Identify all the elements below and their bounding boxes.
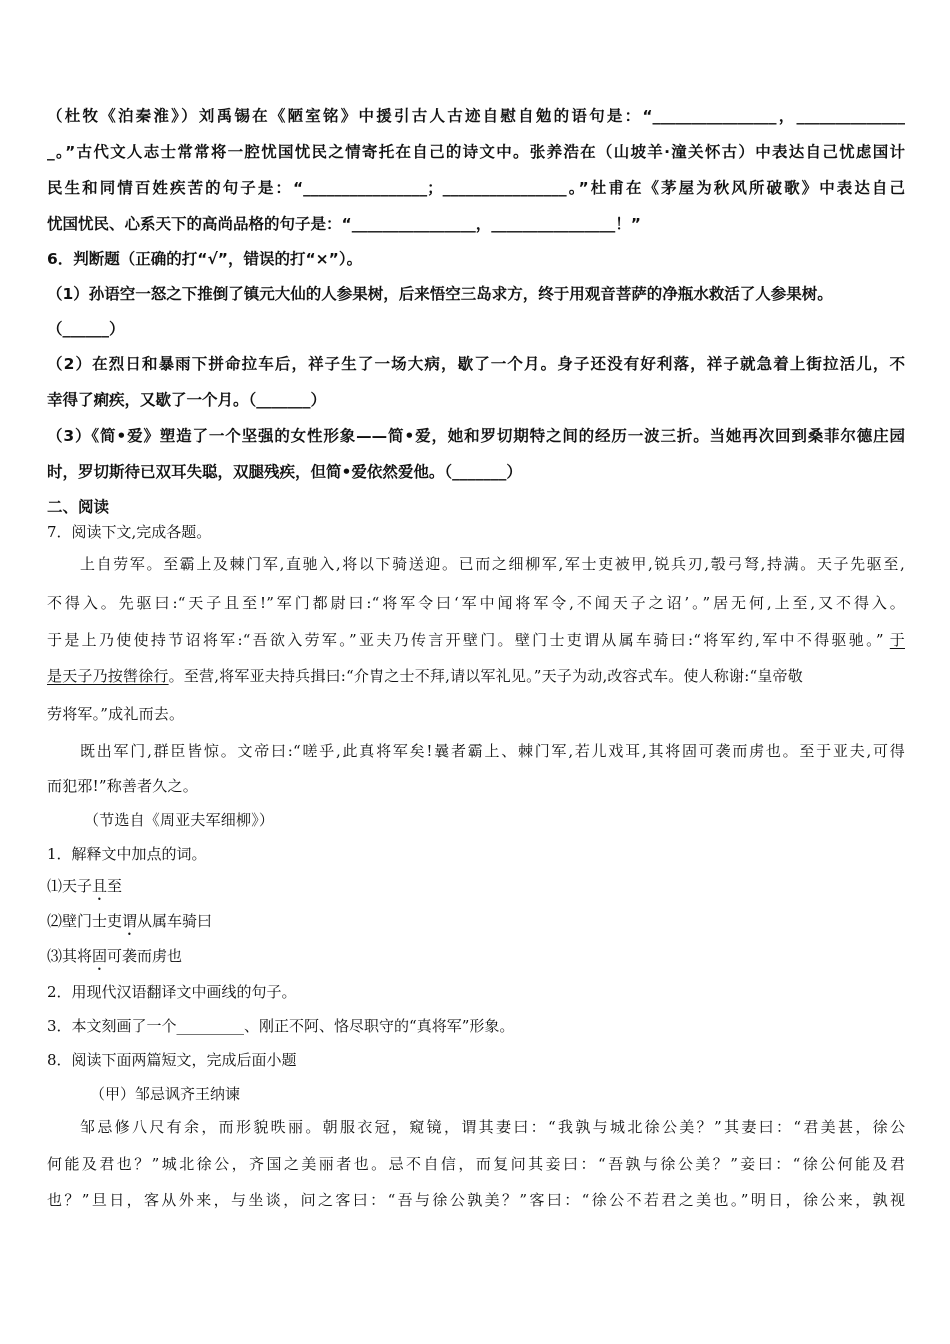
sub1-b-dotted-word: 谓 xyxy=(122,912,138,930)
q7-sub1-a xyxy=(47,874,122,904)
q7-sub2: 2．用现代汉语翻译文中画线的句子。 xyxy=(47,983,297,1001)
q7-sub3: 3．本文刻画了一个_________、刚正不阿、恪尽职守的“真将军”形象。 xyxy=(47,1017,515,1035)
q7-para1-line4-rest: 。至营,将军亚夫持兵揖曰:“介胄之士不拜,请以军礼见。”天子为动,改容式车。使人称谢:“皇帝敬 xyxy=(168,667,803,685)
sub1-a-post: 至 xyxy=(107,877,123,895)
q6-item2-line2: 幸得了痢疾，又歇了一个月。（_______） xyxy=(47,391,327,409)
sub1-a-dotted-word: 且 xyxy=(92,877,108,895)
q6-item2-line1: （2）在烈日和暴雨下拼命拉车后，祥子生了一场大病，歇了一个月。身子还没有好利落，祥子就急着上街拉活儿，不 xyxy=(47,355,905,373)
q7-para1-line3-text: 于是上乃使使持节诏将军:“吾欲入劳军。”亚夫乃传言开壁门。壁门士吏谓从属车骑曰:“将军约,军中不得驱驰。” xyxy=(47,631,884,649)
q7-sub1-b xyxy=(47,909,212,939)
sub1-b-post: 从属车骑曰 xyxy=(137,912,213,930)
q7-title: 7．阅读下文,完成各题。 xyxy=(47,523,212,541)
q8-subtitle: （甲）邹忌讽齐王纳谏 xyxy=(90,1085,241,1103)
sub1-a-pre: ⑴天子 xyxy=(47,877,93,895)
sub1-c-post: 可袭而虏也 xyxy=(107,947,183,965)
q6-item3-line1: （3）《简•爱》塑造了一个坚强的女性形象——简•爱，她和罗切期特之间的经历一波三折。当她再次回到桑菲尔德庄园 xyxy=(47,427,905,445)
q5-line-4: 忧国忧民、心系天下的高尚品格的句子是：“________________，________________！” xyxy=(47,215,641,233)
q5-line-1: （杜牧《泊秦淮》）刘禹锡在《陋室铭》中援引古人古迹自慰自勉的语句是：“________________，______________ xyxy=(47,107,905,125)
q6-item3-line2: 时，罗切斯待已双耳失聪，双腿残疾，但简•爱依然爱他。（_______） xyxy=(47,463,522,481)
q8-para-line3: 也？”旦日，客从外来，与坐谈，问之客曰：“吾与徐公孰美？”客曰：“徐公不若君之美也。”明日，徐公来，孰视 xyxy=(47,1191,905,1209)
q8-title: 8．阅读下面两篇短文，完成后面小题 xyxy=(47,1051,297,1069)
q6-item1-line1: （1）孙语空一怒之下推倒了镇元大仙的人参果树，后来悟空三岛求方，终于用观音菩萨的净瓶水救活了人参果树。 xyxy=(47,285,833,303)
q7-source: （节选自《周亚夫军细柳》） xyxy=(84,811,275,829)
q8-para-line1: 邹忌修八尺有余，而形貌昳丽。朝服衣冠，窥镜，谓其妻曰：“我孰与城北徐公美？”其妻曰：“君美甚，徐公 xyxy=(80,1118,905,1136)
sub1-c-pre: ⑶其将 xyxy=(47,947,93,965)
q6-title: 6．判断题（正确的打“√”，错误的打“×”）。 xyxy=(47,250,363,268)
q7-para1-line5: 劳将军。”成礼而去。 xyxy=(47,705,185,723)
q7-para2-line2: 而犯邪!”称善者久之。 xyxy=(47,777,198,795)
q7-para1-line3 xyxy=(47,628,905,652)
q5-line-2: _。”古代文人志士常常将一腔忧国忧民之情寄托在自己的诗文中。张养浩在（山坡羊·潼关怀古）中表达自己忧虑国计 xyxy=(47,143,905,161)
q7-underlined-sentence: 是天子乃按辔徐行 xyxy=(47,667,169,685)
q7-sub1: 1．解释文中加点的词。 xyxy=(47,845,207,863)
q7-para1-line2: 不得入。先驱曰:“天子且至!”军门都尉曰:“将军令曰‘军中闻将军令,不闻天子之诏’。”居无何,上至,又不得入。 xyxy=(47,594,905,612)
q7-para1-line1: 上自劳军。至霸上及棘门军,直驰入,将以下骑送迎。已而之细柳军,军士吏被甲,锐兵刃,彀弓弩,持满。天子先驱至, xyxy=(80,555,905,573)
q7-para2-line1: 既出军门,群臣皆惊。文帝曰:“嗟乎,此真将军矣!曩者霸上、棘门军,若儿戏耳,其将固可袭而虏也。至于亚夫,可得 xyxy=(80,742,905,760)
q7-sub1-c xyxy=(47,944,182,974)
q6-item1-answer: （______） xyxy=(47,320,125,338)
q5-line-3: 民生和同情百姓疾苦的句子是：“________________；________________。”杜甫在《茅屋为秋风所破歌》中表达自己 xyxy=(47,179,905,197)
q8-para-line2: 何能及君也？”城北徐公，齐国之美丽者也。忌不自信，而复问其妾曰：“吾孰与徐公美？”妾曰：“徐公何能及君 xyxy=(47,1155,905,1173)
section-title: 二、阅读 xyxy=(47,498,110,516)
q7-underlined-start: 于 xyxy=(889,631,905,649)
sub1-b-pre: ⑵壁门士吏 xyxy=(47,912,123,930)
sub1-c-dotted-word: 固 xyxy=(92,947,108,965)
q7-para1-line4 xyxy=(47,664,803,688)
